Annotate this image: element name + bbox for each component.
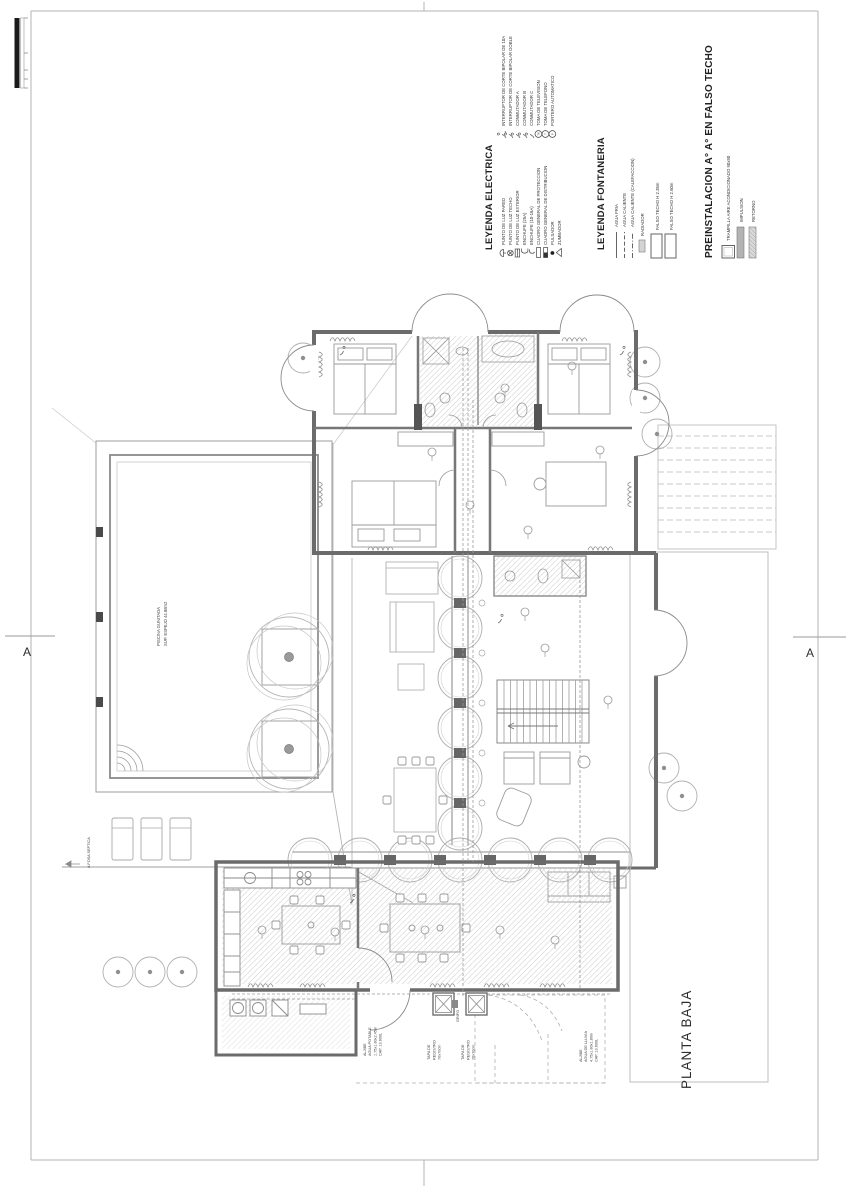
- tree: [247, 705, 333, 792]
- symbol-retorno: [749, 227, 756, 258]
- tapa-registro-label: REGISTRO: [432, 1040, 437, 1060]
- legend-item: PUNTO DE LUZ TECHO: [508, 197, 513, 245]
- tapa-registro-box: [433, 993, 454, 1015]
- section-marker-right: [793, 637, 846, 660]
- legend-item: CONMUTADOR C: [529, 90, 534, 126]
- tapa-registro-label: TAPA DE: [427, 1044, 431, 1060]
- sheet-title: PLANTA BAJA: [679, 989, 694, 1089]
- aljibe-potable-label: AGUA POTABLE: [368, 1027, 373, 1056]
- pool-label-2: SUP. ESPEJO 44.88m2: [163, 601, 168, 646]
- legend-item: TRAMPILLA AIRE ACONDICIONADO 90x90: [726, 155, 731, 241]
- symbol-enchufe-25a: [522, 249, 528, 254]
- symbol-falso-techo-235: [651, 234, 662, 258]
- tree: [135, 957, 165, 987]
- legend-item: ZUMBADOR: [557, 220, 562, 245]
- legend-fontaneria-title: LEYENDA FONTANERIA: [596, 137, 607, 250]
- colonnade-vertical: [438, 556, 485, 850]
- legend-item: IMPULSION: [739, 198, 744, 222]
- symbol-letter-p: P: [550, 133, 555, 135]
- legend-item: FALSO TECHO H 2.35m: [655, 182, 660, 230]
- symbol-punto-luz-exterior: [515, 249, 519, 257]
- symbol-falso-techo-260: [665, 234, 676, 258]
- symbol-trampilla: [722, 246, 735, 259]
- pool: [96, 441, 332, 792]
- legend-item: ENCHUFE (25A): [522, 212, 527, 245]
- legend-item: TOMA DE TELEVISION: [536, 80, 541, 126]
- legend-item: AGUA CALIENTE (CALEFACCION): [630, 158, 635, 227]
- section-marker-left: [5, 636, 55, 659]
- legend-preinstalacion: [704, 45, 756, 258]
- tree: [667, 781, 697, 811]
- legend-item: CONMUTADOR A: [515, 91, 520, 126]
- desk: [534, 462, 606, 506]
- bed-double: [352, 481, 436, 547]
- sun-lounger: [112, 818, 133, 860]
- legend-item: TOMA DE TELEFONO: [543, 82, 548, 126]
- staircase: [497, 680, 589, 743]
- bed-double: [548, 344, 610, 414]
- legend-item: PORTERO AUTOMATICO: [550, 75, 555, 126]
- legend-item: CUADRO GENERAL DE PROTECCION: [536, 167, 541, 245]
- closet: [398, 432, 453, 446]
- hall-bath: [494, 556, 586, 596]
- legend-electrica: [484, 36, 562, 258]
- bed-double: [334, 344, 396, 414]
- section-letter-left: A: [23, 645, 32, 659]
- legend-item: INTERRUPTOR DE CORTE BIPOLAR DE 10A: [501, 35, 506, 126]
- tapa-registro-label: TAPA DE: [461, 1044, 465, 1060]
- tree: [649, 753, 679, 783]
- aljibe-lluvia-label: 4.75x1.80x1.80m: [589, 1032, 594, 1062]
- section-letter-right: A: [806, 646, 815, 660]
- legend-item: PULSADOR: [550, 221, 555, 245]
- floor-plan: [52, 294, 776, 1083]
- legend-item: INTERRUPTOR DE CORTE BIPOLAR DOBLE: [508, 36, 513, 126]
- legend-item: FALSO TECHO H 2.60m: [669, 182, 674, 230]
- legend-item: CUADRO GENERAL DE DISTRIBUCION: [543, 165, 548, 245]
- legend-item: AGUA CALIENTE: [622, 192, 627, 227]
- closet: [492, 432, 544, 446]
- aljibe-potable-label: 1.75x1.80x2.45m: [373, 1026, 378, 1056]
- living-wing: [288, 553, 687, 902]
- pool-steps: [117, 745, 143, 771]
- legend-item: ENCHUFE (10-16A): [529, 206, 534, 245]
- fosa-septica-label: A FOSA SEPTICA: [87, 837, 91, 868]
- tapa-registro-box: [466, 993, 487, 1015]
- symbol-radiador: [639, 240, 645, 252]
- symbol-impulsion: [737, 227, 744, 258]
- aljibe-potable-label: ALJIBE: [363, 1043, 367, 1056]
- symbol-cuadro-distribucion: [544, 248, 548, 258]
- symbol-punto-luz-techo: [508, 250, 514, 256]
- tree: [247, 613, 333, 700]
- legend-item: RADIADOR: [640, 213, 645, 236]
- kitchen-wing: [216, 862, 618, 1055]
- symbol-punto-luz-pared: [500, 250, 506, 257]
- symbol-interruptor-10a: [497, 133, 506, 138]
- legend-preinstalacion-title: PREINSTALACION A° A° EN FALSO TECHO: [704, 45, 715, 258]
- symbol-pulsador: [551, 251, 555, 255]
- legend-item: RETORNO: [751, 200, 756, 222]
- legend-item: PUNTO DE LUZ PARED: [501, 197, 506, 245]
- sun-lounger: [170, 818, 191, 860]
- tree: [167, 957, 197, 987]
- legend-item: AGUA FRIA: [614, 204, 619, 227]
- symbol-letter-t: T: [543, 133, 548, 135]
- legend-fontaneria: [596, 137, 676, 258]
- pool-label-1: PISCINA GUNITADA: [156, 606, 161, 646]
- symbol-zumbador: [556, 249, 561, 257]
- aljibe-lluvia-label: AGUA DE LLUVIA: [584, 1030, 589, 1062]
- legend-item: PUNTO DE LUZ EXTERIOR: [515, 190, 520, 245]
- grifo-label: GRIFO: [456, 1009, 460, 1022]
- aljibe-lluvia-label: ALJIBE: [579, 1049, 583, 1062]
- legend-item: CONMUTADOR B: [522, 90, 527, 126]
- grifo-fixture: [452, 1000, 458, 1008]
- symbol-cuadro-proteccion: [537, 248, 541, 258]
- tapa-registro-label: 70x70cm: [471, 1044, 476, 1060]
- symbol-enchufe-10-16a: [530, 249, 535, 253]
- porch-furniture: [383, 562, 447, 844]
- aljibe-lluvia-label: CAP. 13.600L: [594, 1038, 599, 1062]
- pergola-deck: [658, 425, 776, 549]
- tapa-registro-label: REGISTRO: [466, 1040, 471, 1060]
- sun-lounger: [141, 818, 162, 860]
- tree: [103, 957, 133, 987]
- tapa-registro-label: 70x70cm: [437, 1044, 442, 1060]
- bedroom-wing: [281, 294, 669, 553]
- legend-electrica-title: LEYENDA ELECTRICA: [484, 144, 495, 250]
- pool-skimmers: [96, 527, 103, 707]
- symbol-letter-tv: TV: [536, 132, 541, 136]
- scale-bar: [15, 18, 29, 88]
- aljibe-potable-label: CAP. 13.600L: [378, 1032, 383, 1056]
